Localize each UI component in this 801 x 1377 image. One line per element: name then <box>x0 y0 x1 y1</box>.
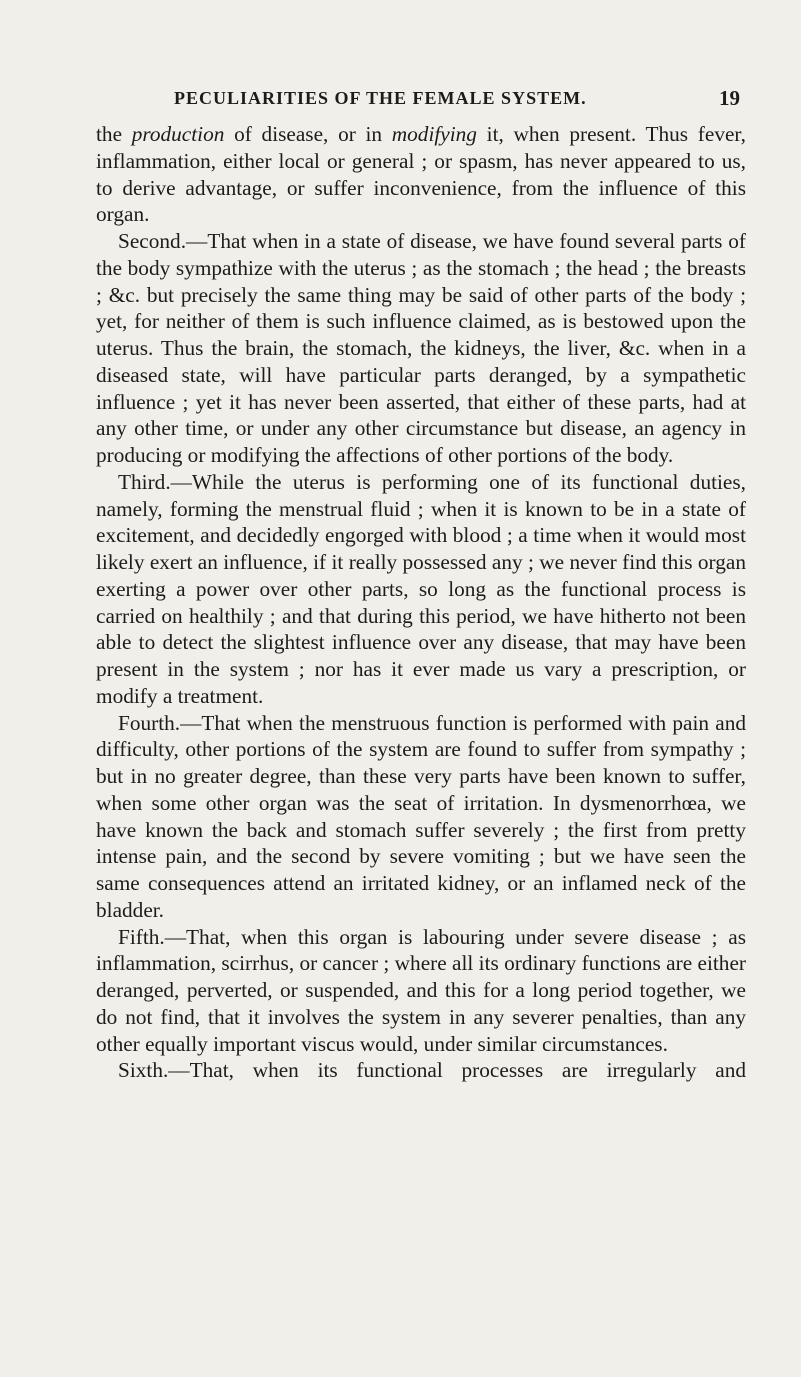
page-header <box>160 88 740 118</box>
page-number: 19 <box>719 86 740 110</box>
paragraph-fourth: Fourth.—That when the menstruous function is performed with pain and difficulty, other portions of the system are found to suffer from sympathy ; but in no greater degree, than these very parts have been known to suffer, when some other organ was the seat of irritation. In dysmenorrhœa, we have known the back and stomach suffer severely ; the first from pretty intense pain, and the second by severe vomiting ; but we have seen the same consequences attend an irritated kidney, or an inflamed neck of the bladder. <box>96 710 746 922</box>
running-head: PECULIARITIES OF THE FEMALE SYSTEM. <box>174 88 587 108</box>
text-run: the <box>96 122 132 146</box>
paragraph-sixth: Sixth.—That, when its functional processes are irregularly and <box>118 1058 746 1083</box>
text-run: it, when present. Thus fever, inflammation, either local or general ; or spasm, has never appeared to us, to derive advantage, or suffer inconvenience, from the influence of this organ. <box>96 122 746 227</box>
text-run: of disease, or in <box>224 122 392 146</box>
italic-modifying: modifying <box>391 122 477 146</box>
paragraph-continuation <box>96 121 746 228</box>
italic-production: production <box>131 122 225 146</box>
body-text <box>96 121 746 1084</box>
paragraph-third: Third.—While the uterus is performing one of its functional duties, namely, forming the menstrual fluid ; when it is known to be in a state of excitement, and decidedly engorged with blood ; a time when it would most likely exert an influence, if it really possessed any ; we never find this organ exerting a power over other parts, so long as the functional process is carried on healthily ; and that during this period, we have hitherto not been able to detect the slightest influence over any disease, that may have been present in the system ; nor has it ever made us vary a prescription, or modify a treatment. <box>96 469 746 708</box>
paragraph-second: Second.—That when in a state of disease, we have found several parts of the body sympathize with the uterus ; as the stomach ; the head ; the breasts ; &c. but precisely the same thing may be said of other parts of the body ; yet, for neither of them is such influence claimed, as is bestowed upon the uterus. Thus the brain, the stomach, the kidneys, the liver, &c. when in a diseased state, will have particular parts deranged, by a sympathetic influence ; yet it has never been asserted, that either of these parts, had at any other time, or under any other circumstance but disease, an agency in producing or modifying the affections of other portions of the body. <box>96 229 746 467</box>
paragraph-fifth: Fifth.—That, when this organ is labouring under severe disease ; as inflammation, scirrhus, or cancer ; where all its ordinary functions are either deranged, perverted, or suspended, and this for a long period together, we do not find, that it involves the system in any severer penalties, than any other equally important viscus would, under similar circumstances. <box>96 924 746 1056</box>
